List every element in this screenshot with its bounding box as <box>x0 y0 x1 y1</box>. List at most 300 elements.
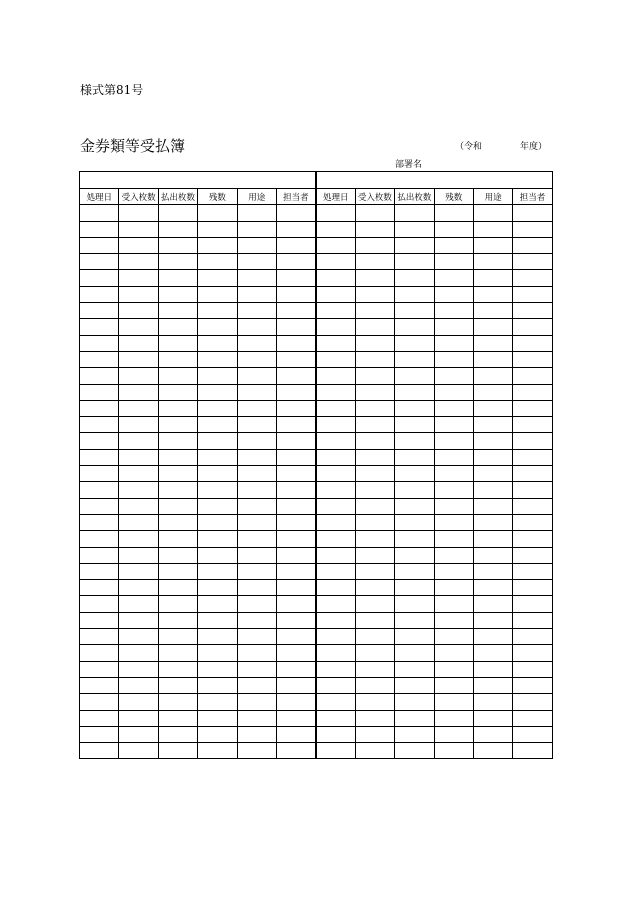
table-cell[interactable] <box>80 254 119 270</box>
table-cell[interactable] <box>119 221 158 237</box>
table-cell[interactable] <box>119 677 158 693</box>
table-cell[interactable] <box>158 694 197 710</box>
table-cell[interactable] <box>276 368 315 384</box>
table-cell[interactable] <box>119 319 158 335</box>
table-cell[interactable] <box>237 629 276 645</box>
table-cell[interactable] <box>80 531 119 547</box>
table-cell[interactable] <box>434 726 473 742</box>
table-cell[interactable] <box>395 221 434 237</box>
table-cell[interactable] <box>158 645 197 661</box>
table-cell[interactable] <box>473 661 512 677</box>
table-cell[interactable] <box>395 449 434 465</box>
table-cell[interactable] <box>119 254 158 270</box>
table-cell[interactable] <box>434 351 473 367</box>
table-cell[interactable] <box>276 645 315 661</box>
table-cell[interactable] <box>355 449 394 465</box>
table-cell[interactable] <box>198 335 237 351</box>
table-cell[interactable] <box>198 368 237 384</box>
table-cell[interactable] <box>158 351 197 367</box>
table-cell[interactable] <box>80 710 119 726</box>
table-cell[interactable] <box>434 547 473 563</box>
table-cell[interactable] <box>513 498 552 514</box>
table-cell[interactable] <box>473 563 512 579</box>
table-cell[interactable] <box>316 319 355 335</box>
table-cell[interactable] <box>119 400 158 416</box>
table-cell[interactable] <box>316 384 355 400</box>
table-cell[interactable] <box>276 661 315 677</box>
table-cell[interactable] <box>80 221 119 237</box>
table-cell[interactable] <box>80 205 119 221</box>
table-cell[interactable] <box>276 221 315 237</box>
table-cell[interactable] <box>276 547 315 563</box>
table-cell[interactable] <box>355 580 394 596</box>
table-cell[interactable] <box>434 466 473 482</box>
table-cell[interactable] <box>158 270 197 286</box>
table-cell[interactable] <box>237 677 276 693</box>
table-cell[interactable] <box>237 498 276 514</box>
table-cell[interactable] <box>434 221 473 237</box>
table-cell[interactable] <box>158 237 197 253</box>
table-cell[interactable] <box>198 661 237 677</box>
table-cell[interactable] <box>395 645 434 661</box>
table-cell[interactable] <box>198 319 237 335</box>
table-cell[interactable] <box>434 449 473 465</box>
table-cell[interactable] <box>119 270 158 286</box>
table-cell[interactable] <box>434 580 473 596</box>
table-cell[interactable] <box>198 645 237 661</box>
table-cell[interactable] <box>434 319 473 335</box>
table-cell[interactable] <box>513 629 552 645</box>
table-cell[interactable] <box>80 351 119 367</box>
table-cell[interactable] <box>276 580 315 596</box>
table-cell[interactable] <box>119 482 158 498</box>
table-cell[interactable] <box>513 531 552 547</box>
table-cell[interactable] <box>434 368 473 384</box>
table-cell[interactable] <box>355 661 394 677</box>
table-cell[interactable] <box>158 677 197 693</box>
table-cell[interactable] <box>198 710 237 726</box>
table-cell[interactable] <box>198 547 237 563</box>
table-cell[interactable] <box>80 694 119 710</box>
table-cell[interactable] <box>473 351 512 367</box>
table-cell[interactable] <box>198 694 237 710</box>
table-cell[interactable] <box>198 221 237 237</box>
table-cell[interactable] <box>473 205 512 221</box>
table-cell[interactable] <box>395 629 434 645</box>
table-cell[interactable] <box>158 580 197 596</box>
table-cell[interactable] <box>513 254 552 270</box>
table-cell[interactable] <box>80 400 119 416</box>
table-cell[interactable] <box>434 303 473 319</box>
table-cell[interactable] <box>276 417 315 433</box>
table-cell[interactable] <box>316 417 355 433</box>
table-cell[interactable] <box>119 351 158 367</box>
table-cell[interactable] <box>316 514 355 530</box>
table-cell[interactable] <box>395 612 434 628</box>
table-cell[interactable] <box>395 710 434 726</box>
table-cell[interactable] <box>198 303 237 319</box>
table-cell[interactable] <box>434 335 473 351</box>
table-cell[interactable] <box>237 596 276 612</box>
table-cell[interactable] <box>434 743 473 759</box>
table-cell[interactable] <box>473 596 512 612</box>
table-cell[interactable] <box>316 710 355 726</box>
table-cell[interactable] <box>434 677 473 693</box>
table-cell[interactable] <box>158 661 197 677</box>
table-cell[interactable] <box>237 580 276 596</box>
table-cell[interactable] <box>513 743 552 759</box>
table-cell[interactable] <box>434 596 473 612</box>
table-cell[interactable] <box>395 303 434 319</box>
table-cell[interactable] <box>119 466 158 482</box>
table-cell[interactable] <box>513 612 552 628</box>
table-cell[interactable] <box>237 237 276 253</box>
table-cell[interactable] <box>473 677 512 693</box>
table-cell[interactable] <box>316 400 355 416</box>
table-cell[interactable] <box>395 270 434 286</box>
table-cell[interactable] <box>513 417 552 433</box>
table-cell[interactable] <box>198 449 237 465</box>
table-cell[interactable] <box>434 482 473 498</box>
table-cell[interactable] <box>513 221 552 237</box>
table-cell[interactable] <box>198 482 237 498</box>
table-cell[interactable] <box>119 645 158 661</box>
table-cell[interactable] <box>395 563 434 579</box>
table-cell[interactable] <box>473 547 512 563</box>
table-cell[interactable] <box>395 580 434 596</box>
table-cell[interactable] <box>434 433 473 449</box>
table-cell[interactable] <box>276 466 315 482</box>
table-cell[interactable] <box>434 286 473 302</box>
table-cell[interactable] <box>198 417 237 433</box>
table-cell[interactable] <box>237 482 276 498</box>
table-cell[interactable] <box>80 498 119 514</box>
table-cell[interactable] <box>80 726 119 742</box>
table-cell[interactable] <box>355 547 394 563</box>
table-cell[interactable] <box>473 580 512 596</box>
table-cell[interactable] <box>395 514 434 530</box>
table-cell[interactable] <box>276 254 315 270</box>
table-cell[interactable] <box>237 645 276 661</box>
table-cell[interactable] <box>119 726 158 742</box>
table-cell[interactable] <box>513 677 552 693</box>
table-cell[interactable] <box>355 482 394 498</box>
table-cell[interactable] <box>355 531 394 547</box>
table-cell[interactable] <box>276 205 315 221</box>
table-cell[interactable] <box>237 221 276 237</box>
table-cell[interactable] <box>316 433 355 449</box>
table-cell[interactable] <box>355 368 394 384</box>
table-cell[interactable] <box>316 303 355 319</box>
table-cell[interactable] <box>158 612 197 628</box>
table-cell[interactable] <box>355 319 394 335</box>
table-cell[interactable] <box>119 580 158 596</box>
table-cell[interactable] <box>276 498 315 514</box>
table-cell[interactable] <box>316 237 355 253</box>
table-cell[interactable] <box>276 351 315 367</box>
table-cell[interactable] <box>473 286 512 302</box>
table-cell[interactable] <box>158 286 197 302</box>
table-cell[interactable] <box>158 319 197 335</box>
table-cell[interactable] <box>316 205 355 221</box>
table-cell[interactable] <box>158 596 197 612</box>
table-cell[interactable] <box>237 400 276 416</box>
table-cell[interactable] <box>80 335 119 351</box>
table-cell[interactable] <box>237 433 276 449</box>
table-cell[interactable] <box>119 384 158 400</box>
table-cell[interactable] <box>276 710 315 726</box>
table-cell[interactable] <box>80 580 119 596</box>
table-cell[interactable] <box>355 400 394 416</box>
table-cell[interactable] <box>513 303 552 319</box>
table-cell[interactable] <box>395 335 434 351</box>
table-cell[interactable] <box>198 270 237 286</box>
table-cell[interactable] <box>119 449 158 465</box>
table-cell[interactable] <box>355 726 394 742</box>
table-cell[interactable] <box>276 514 315 530</box>
table-cell[interactable] <box>276 531 315 547</box>
table-cell[interactable] <box>473 514 512 530</box>
table-cell[interactable] <box>237 368 276 384</box>
table-cell[interactable] <box>434 237 473 253</box>
table-cell[interactable] <box>513 645 552 661</box>
table-cell[interactable] <box>198 531 237 547</box>
table-cell[interactable] <box>237 335 276 351</box>
table-cell[interactable] <box>158 384 197 400</box>
table-cell[interactable] <box>434 710 473 726</box>
table-cell[interactable] <box>316 694 355 710</box>
table-cell[interactable] <box>513 368 552 384</box>
table-cell[interactable] <box>434 384 473 400</box>
table-cell[interactable] <box>434 661 473 677</box>
table-cell[interactable] <box>119 205 158 221</box>
table-cell[interactable] <box>237 417 276 433</box>
table-cell[interactable] <box>513 694 552 710</box>
table-cell[interactable] <box>434 612 473 628</box>
table-cell[interactable] <box>276 677 315 693</box>
table-cell[interactable] <box>395 677 434 693</box>
table-cell[interactable] <box>316 254 355 270</box>
table-cell[interactable] <box>316 726 355 742</box>
table-cell[interactable] <box>237 270 276 286</box>
table-cell[interactable] <box>276 482 315 498</box>
table-cell[interactable] <box>473 449 512 465</box>
table-cell[interactable] <box>316 612 355 628</box>
table-cell[interactable] <box>276 449 315 465</box>
table-cell[interactable] <box>119 286 158 302</box>
table-cell[interactable] <box>119 596 158 612</box>
table-cell[interactable] <box>513 384 552 400</box>
table-cell[interactable] <box>395 205 434 221</box>
table-cell[interactable] <box>80 563 119 579</box>
table-cell[interactable] <box>198 466 237 482</box>
table-cell[interactable] <box>119 433 158 449</box>
table-cell[interactable] <box>198 629 237 645</box>
table-cell[interactable] <box>355 629 394 645</box>
table-cell[interactable] <box>276 319 315 335</box>
table-cell[interactable] <box>316 661 355 677</box>
table-cell[interactable] <box>395 417 434 433</box>
table-cell[interactable] <box>119 629 158 645</box>
table-cell[interactable] <box>119 612 158 628</box>
table-cell[interactable] <box>316 221 355 237</box>
table-cell[interactable] <box>316 629 355 645</box>
table-cell[interactable] <box>473 498 512 514</box>
table-cell[interactable] <box>513 466 552 482</box>
table-cell[interactable] <box>198 726 237 742</box>
table-cell[interactable] <box>158 514 197 530</box>
table-cell[interactable] <box>513 596 552 612</box>
table-cell[interactable] <box>513 661 552 677</box>
table-cell[interactable] <box>276 629 315 645</box>
table-cell[interactable] <box>355 221 394 237</box>
table-cell[interactable] <box>276 433 315 449</box>
table-cell[interactable] <box>395 237 434 253</box>
table-cell[interactable] <box>395 531 434 547</box>
table-cell[interactable] <box>158 563 197 579</box>
table-cell[interactable] <box>395 743 434 759</box>
table-cell[interactable] <box>473 417 512 433</box>
table-cell[interactable] <box>473 743 512 759</box>
table-cell[interactable] <box>237 563 276 579</box>
table-cell[interactable] <box>395 498 434 514</box>
table-cell[interactable] <box>119 710 158 726</box>
table-cell[interactable] <box>355 335 394 351</box>
table-cell[interactable] <box>434 694 473 710</box>
table-cell[interactable] <box>198 237 237 253</box>
table-cell[interactable] <box>237 205 276 221</box>
table-cell[interactable] <box>395 466 434 482</box>
table-cell[interactable] <box>473 645 512 661</box>
table-cell[interactable] <box>395 286 434 302</box>
table-cell[interactable] <box>395 368 434 384</box>
table-cell[interactable] <box>237 726 276 742</box>
table-cell[interactable] <box>355 237 394 253</box>
table-cell[interactable] <box>198 498 237 514</box>
table-cell[interactable] <box>473 694 512 710</box>
table-cell[interactable] <box>316 270 355 286</box>
table-cell[interactable] <box>158 368 197 384</box>
table-cell[interactable] <box>158 466 197 482</box>
table-cell[interactable] <box>158 254 197 270</box>
table-cell[interactable] <box>395 351 434 367</box>
table-cell[interactable] <box>513 335 552 351</box>
table-cell[interactable] <box>237 694 276 710</box>
table-cell[interactable] <box>355 270 394 286</box>
table-cell[interactable] <box>276 400 315 416</box>
table-cell[interactable] <box>119 694 158 710</box>
table-cell[interactable] <box>237 319 276 335</box>
table-cell[interactable] <box>198 400 237 416</box>
table-cell[interactable] <box>276 694 315 710</box>
table-cell[interactable] <box>395 433 434 449</box>
table-cell[interactable] <box>158 547 197 563</box>
table-cell[interactable] <box>198 563 237 579</box>
table-cell[interactable] <box>80 449 119 465</box>
table-cell[interactable] <box>395 726 434 742</box>
table-cell[interactable] <box>355 645 394 661</box>
table-cell[interactable] <box>119 237 158 253</box>
table-cell[interactable] <box>80 514 119 530</box>
table-cell[interactable] <box>513 205 552 221</box>
table-cell[interactable] <box>158 335 197 351</box>
table-cell[interactable] <box>198 433 237 449</box>
table-cell[interactable] <box>434 531 473 547</box>
table-cell[interactable] <box>395 661 434 677</box>
table-cell[interactable] <box>473 237 512 253</box>
department-cell-left[interactable] <box>80 172 316 189</box>
table-cell[interactable] <box>473 368 512 384</box>
table-cell[interactable] <box>276 563 315 579</box>
table-cell[interactable] <box>198 205 237 221</box>
table-cell[interactable] <box>395 547 434 563</box>
table-cell[interactable] <box>80 547 119 563</box>
table-cell[interactable] <box>276 303 315 319</box>
table-cell[interactable] <box>434 270 473 286</box>
table-cell[interactable] <box>237 743 276 759</box>
table-cell[interactable] <box>473 221 512 237</box>
table-cell[interactable] <box>276 384 315 400</box>
table-cell[interactable] <box>316 677 355 693</box>
table-cell[interactable] <box>434 254 473 270</box>
table-cell[interactable] <box>513 547 552 563</box>
table-cell[interactable] <box>276 726 315 742</box>
table-cell[interactable] <box>355 466 394 482</box>
table-cell[interactable] <box>434 498 473 514</box>
table-cell[interactable] <box>237 547 276 563</box>
table-cell[interactable] <box>316 580 355 596</box>
table-cell[interactable] <box>434 645 473 661</box>
table-cell[interactable] <box>158 303 197 319</box>
table-cell[interactable] <box>237 612 276 628</box>
table-cell[interactable] <box>434 205 473 221</box>
table-cell[interactable] <box>513 351 552 367</box>
table-cell[interactable] <box>355 351 394 367</box>
table-cell[interactable] <box>513 514 552 530</box>
table-cell[interactable] <box>473 400 512 416</box>
table-cell[interactable] <box>316 482 355 498</box>
table-cell[interactable] <box>316 743 355 759</box>
table-cell[interactable] <box>316 498 355 514</box>
table-cell[interactable] <box>473 433 512 449</box>
table-cell[interactable] <box>355 710 394 726</box>
table-cell[interactable] <box>513 400 552 416</box>
table-cell[interactable] <box>473 482 512 498</box>
table-cell[interactable] <box>237 661 276 677</box>
table-cell[interactable] <box>316 335 355 351</box>
table-cell[interactable] <box>473 531 512 547</box>
table-cell[interactable] <box>198 514 237 530</box>
table-cell[interactable] <box>355 694 394 710</box>
table-cell[interactable] <box>80 319 119 335</box>
table-cell[interactable] <box>158 531 197 547</box>
table-cell[interactable] <box>80 237 119 253</box>
table-cell[interactable] <box>513 270 552 286</box>
table-cell[interactable] <box>316 596 355 612</box>
table-cell[interactable] <box>395 400 434 416</box>
table-cell[interactable] <box>513 580 552 596</box>
table-cell[interactable] <box>158 205 197 221</box>
table-cell[interactable] <box>355 498 394 514</box>
table-cell[interactable] <box>237 254 276 270</box>
table-cell[interactable] <box>276 286 315 302</box>
table-cell[interactable] <box>237 286 276 302</box>
table-cell[interactable] <box>80 612 119 628</box>
table-cell[interactable] <box>119 563 158 579</box>
table-cell[interactable] <box>276 270 315 286</box>
table-cell[interactable] <box>158 400 197 416</box>
table-cell[interactable] <box>355 433 394 449</box>
